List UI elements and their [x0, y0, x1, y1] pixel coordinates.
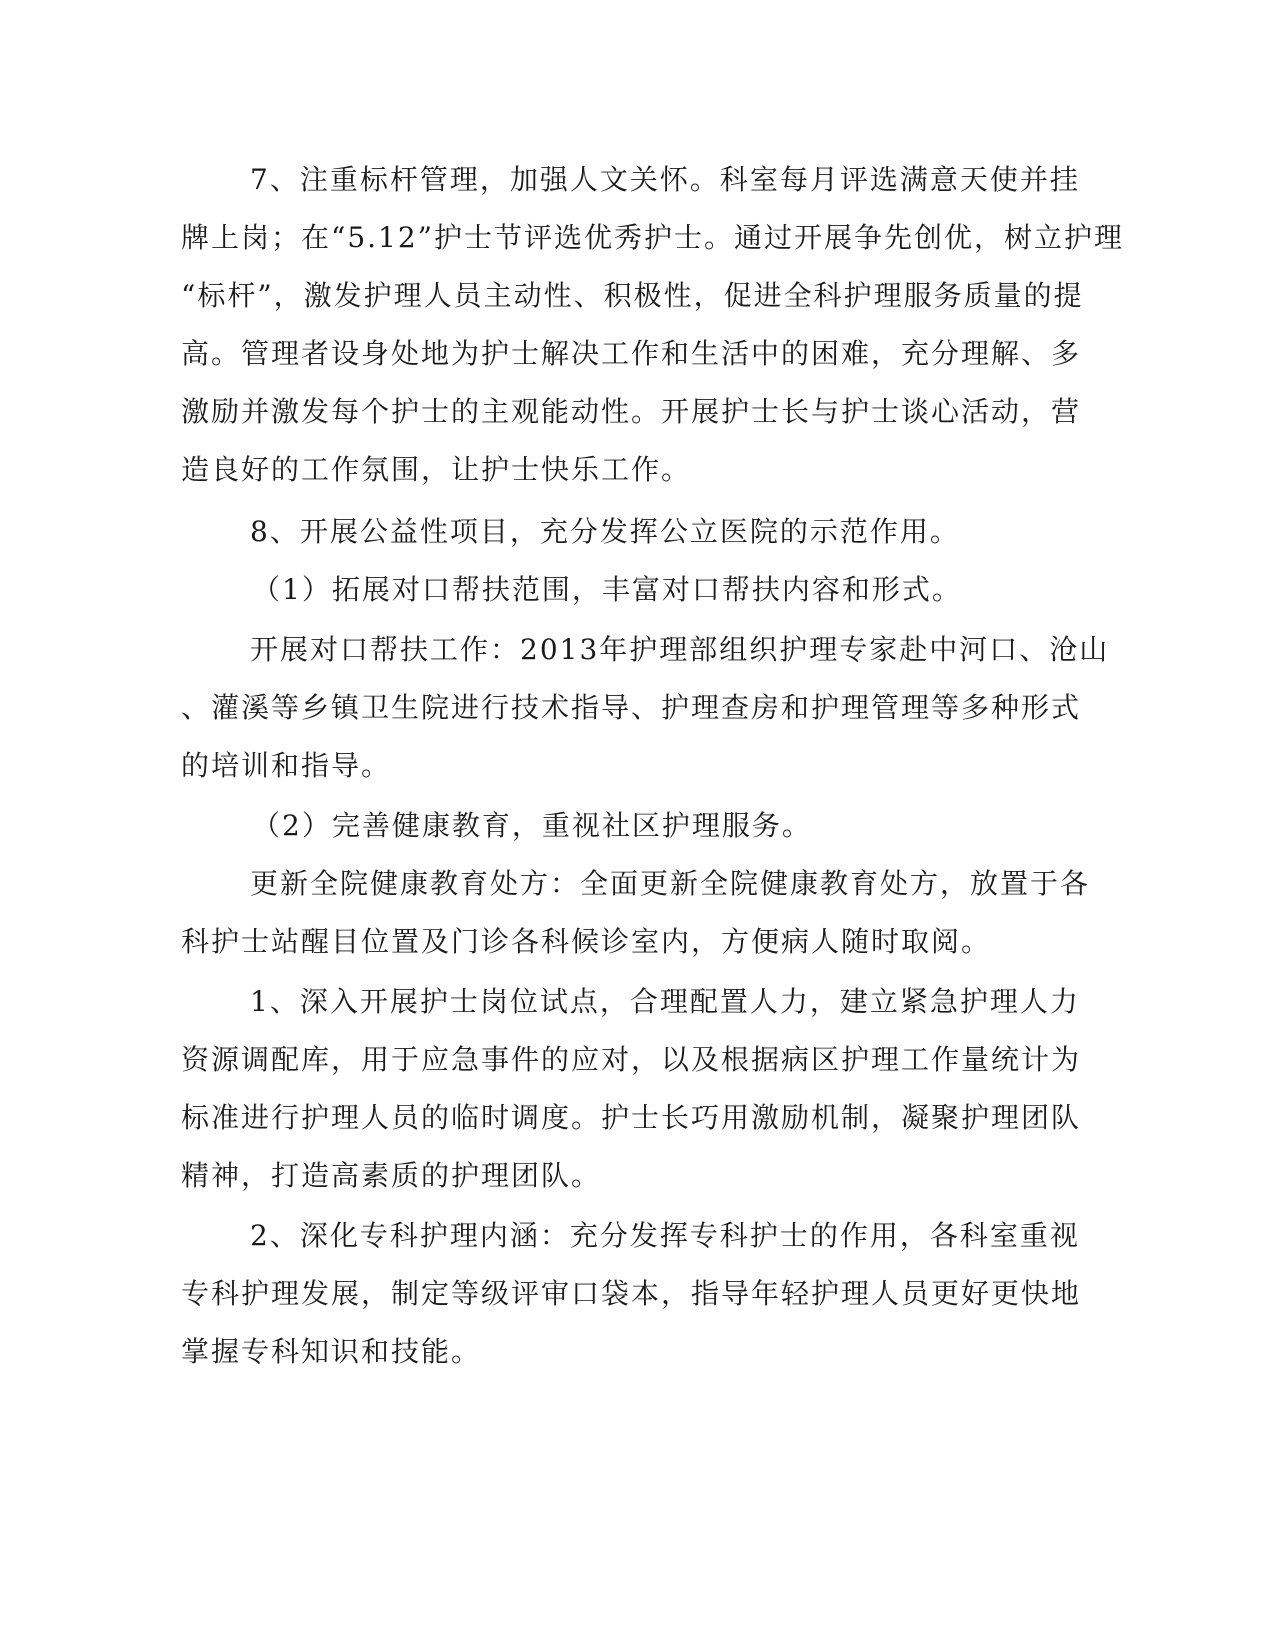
- text-line: 的培训和指导。: [181, 749, 392, 782]
- text-line: 标准进行护理人员的临时调度。护士长巧用激励机制，凝聚护理团队: [181, 1101, 1082, 1134]
- text-line: 1、深入开展护士岗位试点，合理配置人力，建立紧急护理人力: [250, 985, 1080, 1018]
- text-line: 掌握专科知识和技能。: [181, 1335, 482, 1368]
- text-line: 高。管理者设身处地为护士解决工作和生活中的困难，充分理解、多: [181, 337, 1082, 370]
- text-line: 造良好的工作氛围，让护士快乐工作。: [181, 453, 692, 486]
- text-line: 资源调配库，用于应急事件的应对，以及根据病区护理工作量统计为: [181, 1043, 1082, 1076]
- text-line: 2、深化专科护理内涵：充分发挥专科护士的作用，各科室重视: [250, 1219, 1080, 1252]
- text-line: 精神，打造高素质的护理团队。: [181, 1159, 602, 1192]
- text-line: 开展对口帮扶工作：2013年护理部组织护理专家赴中河口、沧山: [250, 633, 1110, 666]
- text-line: 科护士站醒目位置及门诊各科候诊室内，方便病人随时取阅。: [181, 925, 992, 958]
- text-line: 牌上岗；在“5.12”护士节评选优秀护士。通过开展争先创优，树立护理: [181, 221, 1124, 254]
- text-line: （2）完善健康教育，重视社区护理服务。: [252, 809, 812, 842]
- text-line: 7、注重标杆管理，加强人文关怀。科室每月评选满意天使并挂: [250, 163, 1080, 196]
- text-line: 更新全院健康教育处方：全面更新全院健康教育处方，放置于各: [250, 867, 1091, 900]
- text-line: 专科护理发展，制定等级评审口袋本，指导年轻护理人员更好更快地: [181, 1277, 1082, 1310]
- text-line: 、灌溪等乡镇卫生院进行技术指导、护理查房和护理管理等多种形式: [181, 691, 1082, 724]
- text-line: “标杆”，激发护理人员主动性、积极性，促进全科护理服务质量的提: [181, 279, 1084, 312]
- text-line: （1）拓展对口帮扶范围，丰富对口帮扶内容和形式。: [252, 573, 962, 606]
- text-line: 激励并激发每个护士的主观能动性。开展护士长与护士谈心活动，营: [181, 395, 1082, 428]
- text-line: 8、开展公益性项目，充分发挥公立医院的示范作用。: [250, 515, 960, 548]
